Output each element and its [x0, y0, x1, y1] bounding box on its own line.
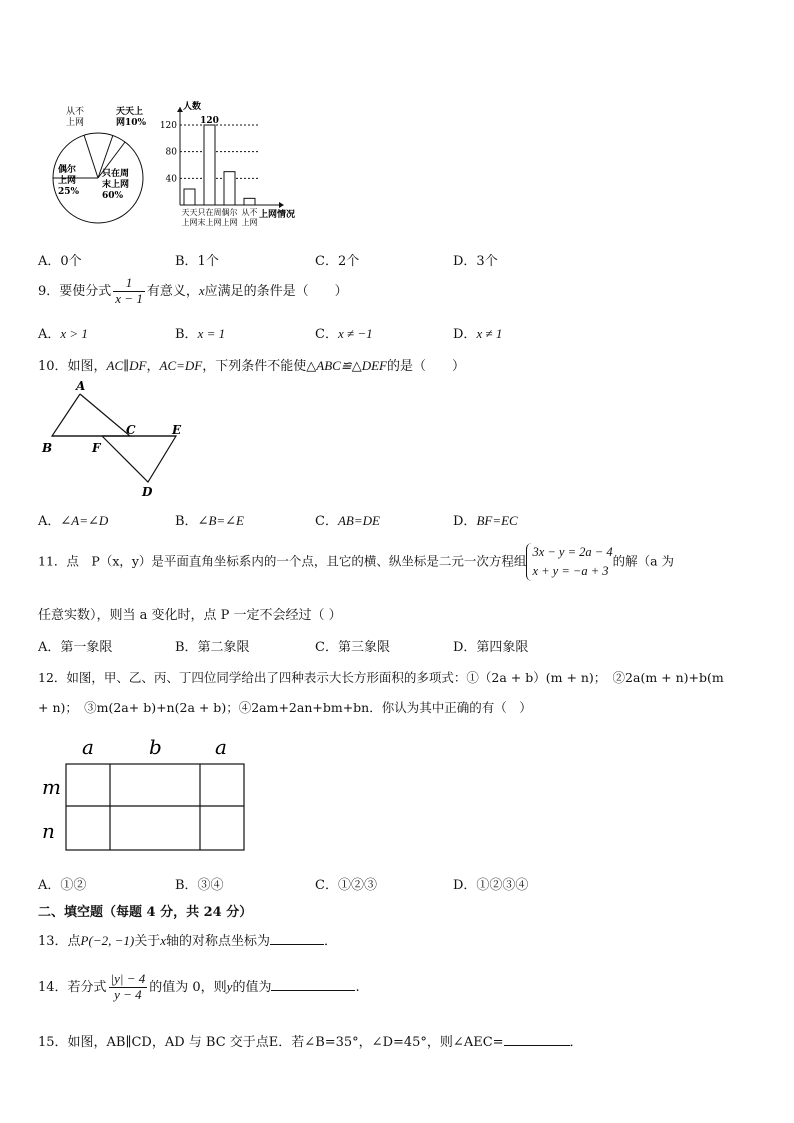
- svg-text:只在周: 只在周: [102, 169, 130, 179]
- svg-text:上网: 上网: [58, 176, 77, 186]
- x-category-label-2-1: 上网: [221, 218, 238, 227]
- pie-label-never: [66, 105, 84, 128]
- svg-text:偶尔: 偶尔: [58, 165, 77, 175]
- y-tick-label-120: 120: [159, 121, 177, 131]
- q12-label-b: b: [149, 735, 162, 759]
- q14-fraction: $\frac{|y| - 4}{y - 4}$: [110, 971, 146, 1002]
- q15-answer-blank[interactable]: [504, 1033, 570, 1046]
- q9-mid: 有意义，: [146, 283, 199, 299]
- svg-text:25%: 25%: [58, 187, 80, 197]
- x-category-label-3-1: 上网: [241, 218, 258, 227]
- q12-option-a[interactable]: A．①②: [38, 878, 87, 893]
- y-axis-label: 人数: [183, 102, 202, 112]
- q13-answer-blank[interactable]: [270, 932, 324, 945]
- q11-option-b[interactable]: B．第二象限: [175, 640, 250, 655]
- q11-equation-system: 3x − y = 2a − 4 x + y = −a + 3: [526, 543, 612, 581]
- q10-option-b[interactable]: B．∠B=∠E: [175, 513, 245, 529]
- q9-fraction: $\frac{1}{x - 1}$: [115, 275, 143, 306]
- q12-big-rectangle: [66, 764, 244, 850]
- q12-label-a2: a: [215, 735, 227, 759]
- q10-triangle-figure: [38, 378, 198, 500]
- pie-label-sometimes: [58, 163, 80, 197]
- bar-2: [224, 172, 235, 205]
- q10-option-d[interactable]: D．BF=EC: [453, 513, 518, 529]
- q10-option-a[interactable]: A．∠A=∠D: [38, 513, 109, 529]
- q12-label-n: n: [42, 819, 55, 843]
- q12-rectangle-figure: [38, 730, 258, 860]
- q11-option-a[interactable]: A．第一象限: [38, 640, 113, 655]
- q12-stem-line1: 12．如图，甲、乙、丙、丁四位同学给出了四种表示大长方形面积的多项式：①（2a + b）(m + n)； ②2a(m + n)+b(m: [38, 670, 724, 685]
- pie-divider-1: [84, 135, 98, 178]
- q9-option-a[interactable]: A．x > 1: [38, 326, 88, 342]
- q14-answer-blank[interactable]: [271, 978, 355, 991]
- x-axis-arrow: [279, 202, 284, 208]
- q12-option-d[interactable]: D．①②③④: [453, 878, 529, 893]
- svg-text:网10%: 网10%: [116, 118, 147, 128]
- bar-data-label-1: 120: [200, 116, 219, 126]
- svg-text:从不: 从不: [66, 107, 85, 117]
- q12-stem-line2: + n)； ③m(2a+ b)+n(2a + b)；④2am+2an+bm+bn．你认为其中正确的有（ ）: [38, 700, 532, 715]
- x-category-label-2-0: 偶尔: [221, 208, 238, 217]
- pie-chart-figure: [50, 100, 160, 240]
- q10-label-a: A: [76, 379, 86, 393]
- y-tick-label-40: 40: [165, 174, 177, 185]
- q10-triangle-abc: [52, 394, 130, 436]
- bar-0: [184, 189, 195, 205]
- q12-option-c[interactable]: C．①②③: [315, 878, 377, 893]
- q11-option-d[interactable]: D．第四象限: [453, 640, 529, 655]
- pie-label-weekend: [102, 167, 129, 201]
- svg-text:60%: 60%: [102, 191, 124, 201]
- svg-text:上网: 上网: [66, 118, 85, 128]
- q11-stem-line2: 任意实数），则当 a 变化时，点 P 一定不会经过（ ）: [38, 608, 342, 623]
- q8-option-c[interactable]: C．2个: [315, 254, 360, 269]
- q10-label-f: F: [92, 441, 101, 455]
- x-category-label-0-1: 上网: [181, 218, 198, 227]
- x-category-label-1-1: 末上网: [197, 218, 222, 227]
- q11-stem: 11．点 P（x，y）是平面直角坐标系内的一个点，且它的横、纵坐标是二元一次方程组 3x − y = 2a − 4 x + y = −a + 3 的解（a 为: [38, 543, 674, 581]
- q8-option-d[interactable]: D．3个: [453, 254, 498, 269]
- section-heading-fill-in: 二、填空题（每题 4 分，共 24 分）: [38, 905, 253, 920]
- q12-option-b[interactable]: B．③④: [175, 878, 224, 893]
- q9-prefix: 9．要使分式: [38, 283, 112, 299]
- q14-stem: 14．若分式 $\frac{|y| - 4}{y - 4}$ 的值为 0，则y的值为 .: [38, 971, 360, 1002]
- q10-option-c[interactable]: C．AB=DE: [315, 513, 380, 529]
- q8-option-b[interactable]: B．1个: [175, 254, 219, 269]
- x-category-label-1-0: 只在周: [197, 208, 222, 217]
- q13-stem: 13．点P(−2, −1)关于x轴的对称点坐标为 ．: [38, 933, 338, 949]
- q10-label-c: C: [126, 423, 136, 437]
- q10-stem: 10．如图，AC∥DF，AC=DF，下列条件不能使△ABC≌△DEF的是（ ）: [38, 358, 465, 374]
- bar-3: [244, 198, 255, 205]
- q10-label-e: E: [172, 423, 182, 437]
- q8-option-a[interactable]: A．0个: [38, 254, 82, 269]
- q9-option-c[interactable]: C．x ≠ −1: [315, 326, 373, 342]
- q9-var: x: [198, 282, 205, 298]
- bar-1: [204, 125, 215, 205]
- q10-label-d: D: [142, 485, 153, 499]
- svg-text:天天上: 天天上: [116, 107, 144, 117]
- x-category-label-0-0: 天天: [181, 208, 198, 217]
- bar-chart-figure: [155, 95, 315, 235]
- q9-suffix: 应满足的条件是（ ）: [204, 283, 348, 299]
- q9-stem: [38, 276, 348, 307]
- q15-stem: 15．如图，AB∥CD，AD 与 BC 交于点E．若∠B=35°，∠D=45°，则∠AEC= ．: [38, 1035, 583, 1050]
- q12-label-m: m: [42, 775, 61, 799]
- svg-text:末上网: 末上网: [102, 180, 130, 190]
- q12-label-a1: a: [82, 735, 94, 759]
- x-axis-label: 上网情况: [259, 210, 296, 220]
- pie-label-daily: [116, 105, 147, 128]
- q9-option-d[interactable]: D．x ≠ 1: [453, 326, 503, 342]
- q11-option-c[interactable]: C．第三象限: [315, 640, 390, 655]
- q10-label-b: B: [42, 441, 53, 455]
- q9-option-b[interactable]: B．x = 1: [175, 326, 226, 342]
- x-category-label-3-0: 从不: [241, 208, 258, 217]
- y-tick-label-80: 80: [165, 147, 177, 158]
- q10-triangle-def: [102, 436, 176, 482]
